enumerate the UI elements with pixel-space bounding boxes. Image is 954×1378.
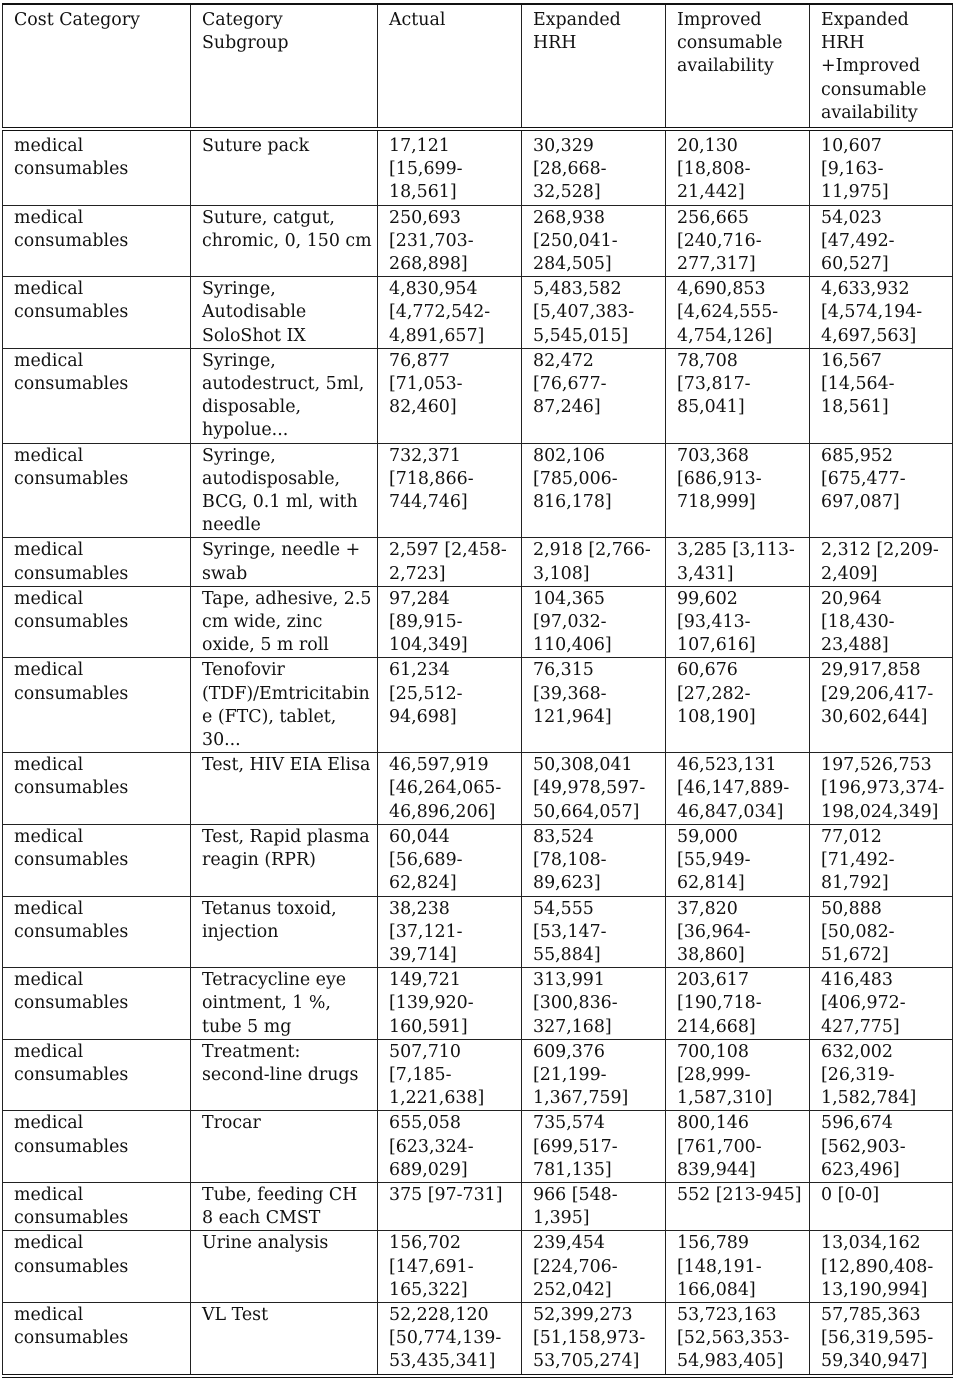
cell-actual: 375 [97-731] (378, 1182, 522, 1230)
cell-actual: 17,121 [15,699-18,561] (378, 129, 522, 205)
cell-improved-consumable: 46,523,131 [46,147,889-46,847,034] (666, 753, 810, 825)
cell-cost-category: medical consumables (3, 1039, 191, 1111)
cell-expanded-hrh-improved: 632,002 [26,319-1,582,784] (810, 1039, 953, 1111)
cell-actual: 250,693 [231,703-268,898] (378, 205, 522, 277)
cell-expanded-hrh: 609,376 [21,199-1,367,759] (522, 1039, 666, 1111)
cell-expanded-hrh-improved: 50,888 [50,082-51,672] (810, 896, 953, 968)
header-expanded-hrh: Expanded HRH (522, 4, 666, 129)
cell-improved-consumable: 78,708 [73,817-85,041] (666, 348, 810, 443)
cell-improved-consumable: 37,820 [36,964-38,860] (666, 896, 810, 968)
cell-expanded-hrh-improved: 2,312 [2,209-2,409] (810, 538, 953, 586)
cell-cost-category: medical consumables (3, 1302, 191, 1375)
cell-category-subgroup: Tetracycline eye ointment, 1 %, tube 5 mg (191, 968, 378, 1040)
header-actual: Actual (378, 4, 522, 129)
cell-cost-category: medical consumables (3, 1111, 191, 1183)
cell-actual: 38,238 [37,121-39,714] (378, 896, 522, 968)
cell-category-subgroup: Urine analysis (191, 1231, 378, 1303)
header-expanded-hrh-improved: Expanded HRH +Improved consumable availability (810, 4, 953, 129)
table-row (3, 205, 953, 277)
header-row (3, 4, 953, 129)
cell-expanded-hrh-improved: 685,952 [675,477-697,087] (810, 443, 953, 538)
cell-improved-consumable: 4,690,853 [4,624,555-4,754,126] (666, 277, 810, 349)
cell-actual: 60,044 [56,689-62,824] (378, 824, 522, 896)
cell-expanded-hrh: 2,918 [2,766-3,108] (522, 538, 666, 586)
cell-expanded-hrh: 52,399,273 [51,158,973-53,705,274] (522, 1302, 666, 1375)
cell-expanded-hrh: 104,365 [97,032-110,406] (522, 586, 666, 658)
cell-expanded-hrh: 30,329 [28,668-32,528] (522, 129, 666, 205)
table-row (3, 443, 953, 538)
cell-expanded-hrh-improved: 16,567 [14,564-18,561] (810, 348, 953, 443)
cell-category-subgroup: Suture pack (191, 129, 378, 205)
table-row (3, 824, 953, 896)
cell-category-subgroup: Test, HIV EIA Elisa (191, 753, 378, 825)
cell-expanded-hrh-improved: 10,607 [9,163-11,975] (810, 129, 953, 205)
cell-category-subgroup: Tenofovir (TDF)/Emtricitabine (FTC), tablet, 30... (191, 658, 378, 753)
table-body (3, 129, 953, 1376)
header-category-subgroup: Category Subgroup (191, 4, 378, 129)
table-row (3, 538, 953, 586)
cell-expanded-hrh: 239,454 [224,706-252,042] (522, 1231, 666, 1303)
cell-improved-consumable: 156,789 [148,191-166,084] (666, 1231, 810, 1303)
cell-expanded-hrh-improved: 4,633,932 [4,574,194-4,697,563] (810, 277, 953, 349)
cell-expanded-hrh: 83,524 [78,108-89,623] (522, 824, 666, 896)
cell-cost-category: medical consumables (3, 658, 191, 753)
cell-expanded-hrh-improved: 57,785,363 [56,319,595-59,340,947] (810, 1302, 953, 1375)
table-row (3, 1111, 953, 1183)
cell-actual: 4,830,954 [4,772,542-4,891,657] (378, 277, 522, 349)
table-row (3, 1039, 953, 1111)
cell-actual: 97,284 [89,915-104,349] (378, 586, 522, 658)
table-row (3, 129, 953, 205)
cell-improved-consumable: 59,000 [55,949-62,814] (666, 824, 810, 896)
table-row (3, 1182, 953, 1230)
cell-improved-consumable: 256,665 [240,716-277,317] (666, 205, 810, 277)
cell-cost-category: medical consumables (3, 277, 191, 349)
cell-category-subgroup: Tape, adhesive, 2.5 cm wide, zinc oxide, 5 m roll (191, 586, 378, 658)
cell-expanded-hrh: 5,483,582 [5,407,383-5,545,015] (522, 277, 666, 349)
cell-expanded-hrh: 76,315 [39,368-121,964] (522, 658, 666, 753)
cell-cost-category: medical consumables (3, 443, 191, 538)
cell-cost-category: medical consumables (3, 586, 191, 658)
cell-expanded-hrh: 802,106 [785,006-816,178] (522, 443, 666, 538)
table-header (3, 4, 953, 129)
table-row (3, 586, 953, 658)
cell-expanded-hrh-improved: 596,674 [562,903-623,496] (810, 1111, 953, 1183)
cell-category-subgroup: Syringe, needle + swab (191, 538, 378, 586)
cell-expanded-hrh: 966 [548-1,395] (522, 1182, 666, 1230)
cell-category-subgroup: Trocar (191, 1111, 378, 1183)
cell-improved-consumable: 552 [213-945] (666, 1182, 810, 1230)
header-improved-consumable: Improved consumable availability (666, 4, 810, 129)
cell-improved-consumable: 60,676 [27,282-108,190] (666, 658, 810, 753)
cell-expanded-hrh: 82,472 [76,677-87,246] (522, 348, 666, 443)
cell-actual: 61,234 [25,512-94,698] (378, 658, 522, 753)
cell-cost-category: medical consumables (3, 1231, 191, 1303)
cell-cost-category: medical consumables (3, 538, 191, 586)
cell-category-subgroup: Syringe, autodisposable, BCG, 0.1 ml, with needle (191, 443, 378, 538)
cell-actual: 732,371 [718,866-744,746] (378, 443, 522, 538)
cell-expanded-hrh-improved: 197,526,753 [196,973,374-198,024,349] (810, 753, 953, 825)
cell-expanded-hrh-improved: 416,483 [406,972-427,775] (810, 968, 953, 1040)
cell-category-subgroup: Test, Rapid plasma reagin (RPR) (191, 824, 378, 896)
cell-improved-consumable: 3,285 [3,113-3,431] (666, 538, 810, 586)
cell-category-subgroup: Tetanus toxoid, injection (191, 896, 378, 968)
table-row (3, 968, 953, 1040)
cell-improved-consumable: 800,146 [761,700-839,944] (666, 1111, 810, 1183)
cell-category-subgroup: VL Test (191, 1302, 378, 1375)
cell-category-subgroup: Suture, catgut, chromic, 0, 150 cm (191, 205, 378, 277)
cell-actual: 2,597 [2,458-2,723] (378, 538, 522, 586)
cell-expanded-hrh-improved: 13,034,162 [12,890,408-13,190,994] (810, 1231, 953, 1303)
cell-category-subgroup: Tube, feeding CH 8 each CMST (191, 1182, 378, 1230)
cell-actual: 507,710 [7,185-1,221,638] (378, 1039, 522, 1111)
cell-actual: 156,702 [147,691-165,322] (378, 1231, 522, 1303)
cell-cost-category: medical consumables (3, 753, 191, 825)
cell-category-subgroup: Syringe, autodestruct, 5ml, disposable, hypolue... (191, 348, 378, 443)
cell-expanded-hrh-improved: 29,917,858 [29,206,417-30,602,644] (810, 658, 953, 753)
cell-expanded-hrh: 54,555 [53,147-55,884] (522, 896, 666, 968)
cell-expanded-hrh: 50,308,041 [49,978,597-50,664,057] (522, 753, 666, 825)
table-row (3, 1231, 953, 1303)
cell-actual: 52,228,120 [50,774,139-53,435,341] (378, 1302, 522, 1375)
table-row (3, 753, 953, 825)
cell-cost-category: medical consumables (3, 1182, 191, 1230)
cell-actual: 76,877 [71,053-82,460] (378, 348, 522, 443)
cell-improved-consumable: 700,108 [28,999-1,587,310] (666, 1039, 810, 1111)
cell-actual: 46,597,919 [46,264,065-46,896,206] (378, 753, 522, 825)
cell-improved-consumable: 203,617 [190,718-214,668] (666, 968, 810, 1040)
cell-cost-category: medical consumables (3, 896, 191, 968)
cell-expanded-hrh: 735,574 [699,517-781,135] (522, 1111, 666, 1183)
cell-improved-consumable: 703,368 [686,913-718,999] (666, 443, 810, 538)
table-row (3, 1302, 953, 1375)
cell-category-subgroup: Treatment: second-line drugs (191, 1039, 378, 1111)
header-cost-category: Cost Category (3, 4, 191, 129)
cell-actual: 655,058 [623,324-689,029] (378, 1111, 522, 1183)
cell-actual: 149,721 [139,920-160,591] (378, 968, 522, 1040)
table-row (3, 277, 953, 349)
cell-cost-category: medical consumables (3, 129, 191, 205)
cell-cost-category: medical consumables (3, 968, 191, 1040)
table-row (3, 348, 953, 443)
cell-category-subgroup: Syringe, Autodisable SoloShot IX (191, 277, 378, 349)
table-row (3, 658, 953, 753)
cell-expanded-hrh: 313,991 [300,836-327,168] (522, 968, 666, 1040)
cell-expanded-hrh-improved: 20,964 [18,430-23,488] (810, 586, 953, 658)
cell-cost-category: medical consumables (3, 205, 191, 277)
cell-cost-category: medical consumables (3, 824, 191, 896)
cell-expanded-hrh-improved: 77,012 [71,492-81,792] (810, 824, 953, 896)
cell-improved-consumable: 20,130 [18,808-21,442] (666, 129, 810, 205)
cell-expanded-hrh-improved: 0 [0-0] (810, 1182, 953, 1230)
cell-expanded-hrh-improved: 54,023 [47,492-60,527] (810, 205, 953, 277)
cell-improved-consumable: 53,723,163 [52,563,353-54,983,405] (666, 1302, 810, 1375)
cell-expanded-hrh: 268,938 [250,041-284,505] (522, 205, 666, 277)
cost-table (2, 3, 953, 1378)
table-row (3, 896, 953, 968)
cell-improved-consumable: 99,602 [93,413-107,616] (666, 586, 810, 658)
cell-cost-category: medical consumables (3, 348, 191, 443)
